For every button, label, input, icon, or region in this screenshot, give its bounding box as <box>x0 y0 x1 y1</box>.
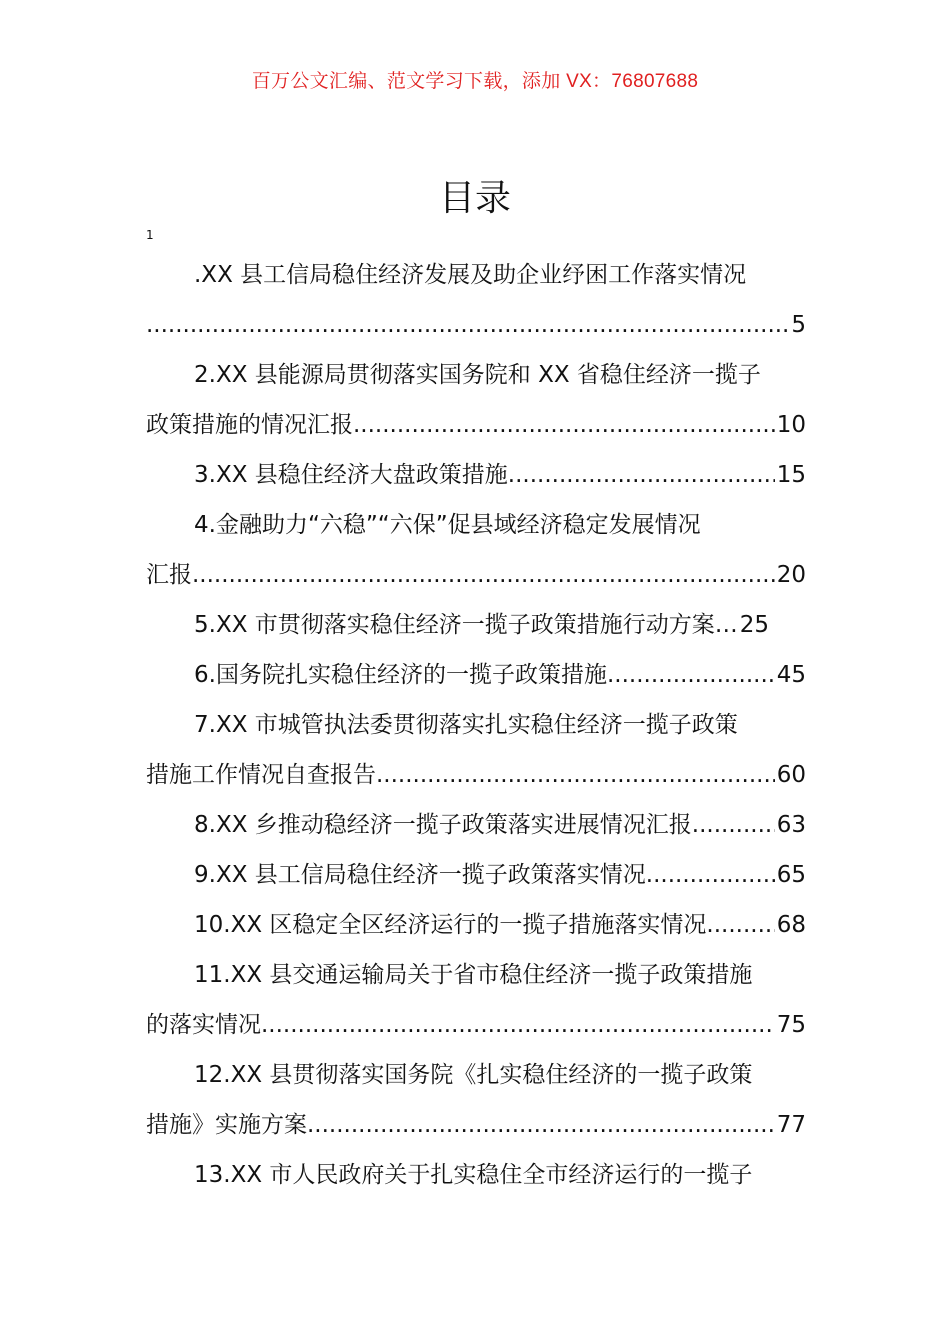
toc-entry-title-cont: 的落实情况 <box>146 1012 261 1038</box>
toc-entry-title: 2.XX 县能源局贯彻落实国务院和 XX 省稳住经济一揽子 <box>194 362 761 388</box>
toc-entry-title-cont: 政策措施的情况汇报 <box>146 412 353 438</box>
toc-entry-title: 3.XX 县稳住经济大盘政策措施 <box>194 462 508 488</box>
toc-entry-title: 7.XX 市城管执法委贯彻落实扎实稳住经济一揽子政策 <box>194 712 738 738</box>
toc-entry-12[interactable] <box>146 1050 806 1150</box>
toc-entry-5[interactable] <box>146 600 806 650</box>
toc-entry-11[interactable] <box>146 950 806 1050</box>
toc-entry-title: .XX 县工信局稳住经济发展及助企业纾困工作落实情况 <box>194 262 747 288</box>
toc-page-number: 60 <box>776 762 806 788</box>
leader-dots <box>192 550 775 600</box>
toc-entry-10[interactable] <box>146 900 806 950</box>
toc-page-number: 45 <box>776 662 806 688</box>
toc-entry-1[interactable] <box>146 250 806 350</box>
toc-entry-title: 12.XX 县贯彻落实国务院《扎实稳住经济的一揽子政策 <box>194 1062 753 1088</box>
leader-dots <box>353 400 775 450</box>
toc-entry-title-cont: 措施工作情况自查报告 <box>146 762 376 788</box>
toc-entry-title: 4.金融助力“六稳”“六保”促县域经济稳定发展情况 <box>194 512 701 538</box>
toc-page-number: 15 <box>776 462 806 488</box>
toc-page-number: 75 <box>776 1012 806 1038</box>
leader-dots <box>307 1100 775 1150</box>
toc-page-number: 63 <box>776 812 806 838</box>
leader-dots <box>376 750 775 800</box>
toc-entry-7[interactable] <box>146 700 806 800</box>
toc-entry-title: 13.XX 市人民政府关于扎实稳住全市经济运行的一揽子 <box>194 1162 753 1188</box>
toc-page-number: 5 <box>791 312 806 338</box>
toc-entry-4[interactable] <box>146 500 806 600</box>
leader-dots <box>692 800 775 850</box>
table-of-contents <box>146 250 806 1200</box>
toc-entry-8[interactable] <box>146 800 806 850</box>
leader-dots <box>508 450 775 500</box>
toc-entry-title: 9.XX 县工信局稳住经济一揽子政策落实情况 <box>194 862 646 888</box>
toc-entry-3[interactable] <box>146 450 806 500</box>
toc-page-number: 68 <box>776 912 806 938</box>
toc-entry-title: 11.XX 县交通运输局关于省市稳住经济一揽子政策措施 <box>194 962 753 988</box>
toc-entry-13[interactable] <box>146 1150 806 1200</box>
toc-entry-title-cont: 措施》实施方案 <box>146 1112 307 1138</box>
watermark-header: 百万公文汇编、范文学习下载，添加 VX：76807688 <box>251 71 699 92</box>
page-marker: 1 <box>146 228 154 242</box>
toc-entry-title: 8.XX 乡推动稳经济一揽子政策落实进展情况汇报 <box>194 812 692 838</box>
leader-dots <box>607 650 775 700</box>
toc-entry-9[interactable] <box>146 850 806 900</box>
toc-page-number: 65 <box>776 862 806 888</box>
toc-entry-title: 10.XX 区稳定全区经济运行的一揽子措施落实情况 <box>194 912 707 938</box>
toc-entry-2[interactable] <box>146 350 806 450</box>
toc-page-number: 10 <box>776 412 806 438</box>
leader-dots <box>646 850 775 900</box>
toc-page-number: 25 <box>739 612 770 638</box>
toc-page-number: 20 <box>776 562 806 588</box>
page-title: 目录 <box>438 178 511 219</box>
toc-entry-title: 5.XX 市贯彻落实稳住经济一揽子政策措施行动方案… <box>194 612 738 638</box>
leader-dots <box>146 300 789 350</box>
toc-page-number: 77 <box>776 1112 806 1138</box>
toc-entry-title-cont: 汇报 <box>146 562 192 588</box>
leader-dots <box>261 1000 775 1050</box>
leader-dots <box>706 900 774 950</box>
toc-entry-title: 6.国务院扎实稳住经济的一揽子政策措施 <box>194 662 607 688</box>
toc-entry-6[interactable] <box>146 650 806 700</box>
